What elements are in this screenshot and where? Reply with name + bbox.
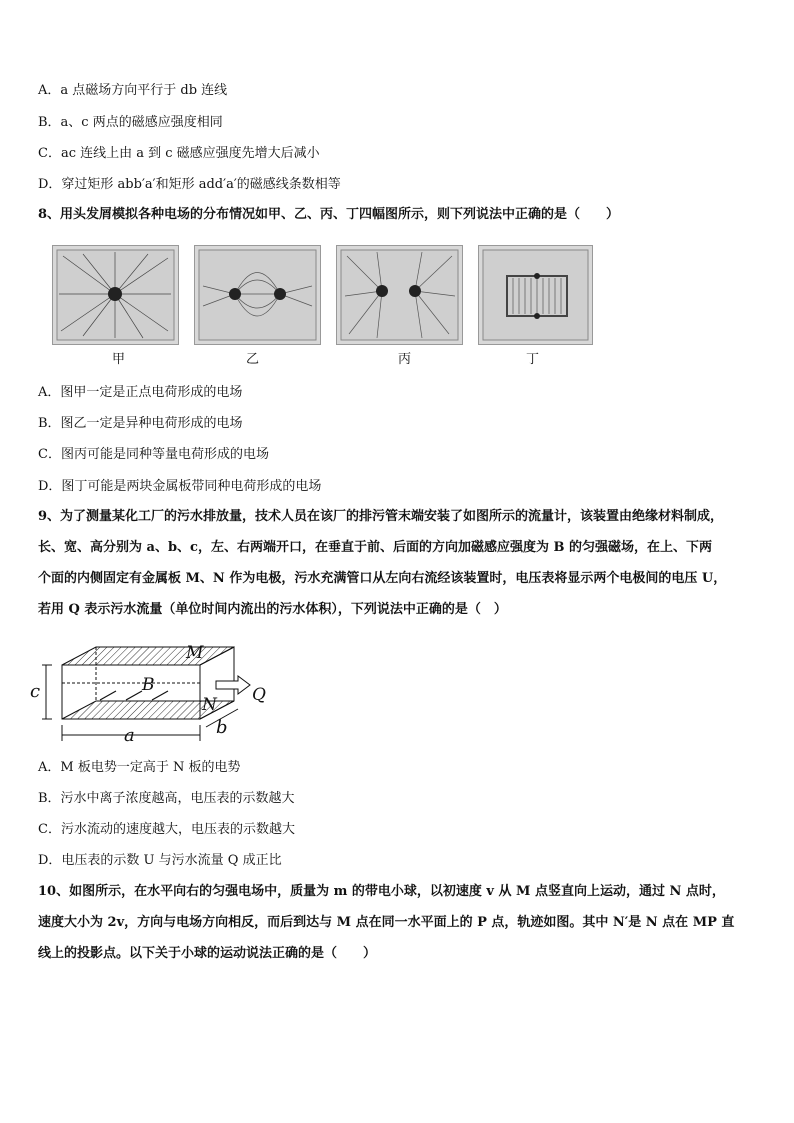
q10-stem-line-2: 速度大小为 2v，方向与电场方向相反，而后到达与 M 点在同一水平面上的 P 点，轨迹如图。其中 N′是 N 点在 MP 直	[38, 915, 735, 930]
q9-flowmeter-figure	[30, 643, 278, 749]
q7-option-a: A．a 点磁场方向平行于 db 连线	[38, 83, 228, 98]
q9-stem-line-3: 个面的内侧固定有金属板 M、N 作为电极，污水充满管口从左向右流经该装置时，电压表将显示两个电极间的电压 U，	[38, 571, 727, 586]
q9-label-q: Q	[252, 685, 266, 705]
q8-caption-bing: 丙	[398, 352, 412, 367]
q8-photo-jia	[52, 245, 179, 345]
q9-stem-line-2: 长、宽、高分别为 a、b、c，左、右两端开口，在垂直于前、后面的方向加磁感应强度为 B 的匀强磁场，在上、下两	[38, 540, 712, 555]
q9-option-b: B．污水中离子浓度越高，电压表的示数越大	[38, 791, 295, 806]
q8-option-b: B．图乙一定是异种电荷形成的电场	[38, 416, 243, 431]
q7-option-c: C．ac 连线上由 a 到 c 磁感应强度先增大后减小	[38, 146, 320, 161]
q9-option-c: C．污水流动的速度越大，电压表的示数越大	[38, 822, 295, 837]
q8-photo-bing	[336, 245, 463, 345]
q8-photo-yi	[194, 245, 321, 345]
q8-caption-yi: 乙	[246, 352, 260, 367]
q9-label-c: c	[30, 681, 41, 702]
q8-option-a: A．图甲一定是正点电荷形成的电场	[38, 385, 243, 400]
q9-label-b-field: B	[142, 675, 155, 695]
q8-option-d: D．图丁可能是两块金属板带同种电荷形成的电场	[38, 479, 322, 494]
q7-option-d: D．穿过矩形 abb′a′和矩形 add′a′的磁感线条数相等	[38, 177, 341, 192]
q9-option-d: D．电压表的示数 U 与污水流量 Q 成正比	[38, 853, 282, 868]
q8-caption-jia: 甲	[112, 352, 126, 367]
q9-label-a: a	[124, 725, 135, 746]
q8-caption-ding: 丁	[526, 352, 540, 367]
q9-label-b: b	[216, 717, 228, 738]
q7-option-b: B．a、c 两点的磁感应强度相同	[38, 115, 223, 130]
q9-stem-line-1: 9、为了测量某化工厂的污水排放量，技术人员在该厂的排污管末端安装了如图所示的流量计，该装置由绝缘材料制成，	[38, 509, 724, 524]
q9-label-m: M	[186, 643, 204, 663]
q8-stem: 8、用头发屑模拟各种电场的分布情况如甲、乙、丙、丁四幅图所示，则下列说法中正确的是（ ）	[38, 207, 620, 222]
q8-option-c: C．图丙可能是同种等量电荷形成的电场	[38, 447, 269, 462]
q9-stem-line-4: 若用 Q 表示污水流量（单位时间内流出的污水体积），下列说法中正确的是（ ）	[38, 602, 507, 617]
q10-stem-line-3: 线上的投影点。以下关于小球的运动说法正确的是（ ）	[38, 946, 377, 961]
q9-option-a: A．M 板电势一定高于 N 板的电势	[38, 760, 241, 775]
q9-label-n: N	[202, 695, 217, 715]
q8-photo-ding	[478, 245, 593, 345]
q10-stem-line-1: 10、如图所示，在水平向右的匀强电场中，质量为 m 的带电小球，以初速度 v 从 M 点竖直向上运动，通过 N 点时，	[38, 884, 725, 899]
